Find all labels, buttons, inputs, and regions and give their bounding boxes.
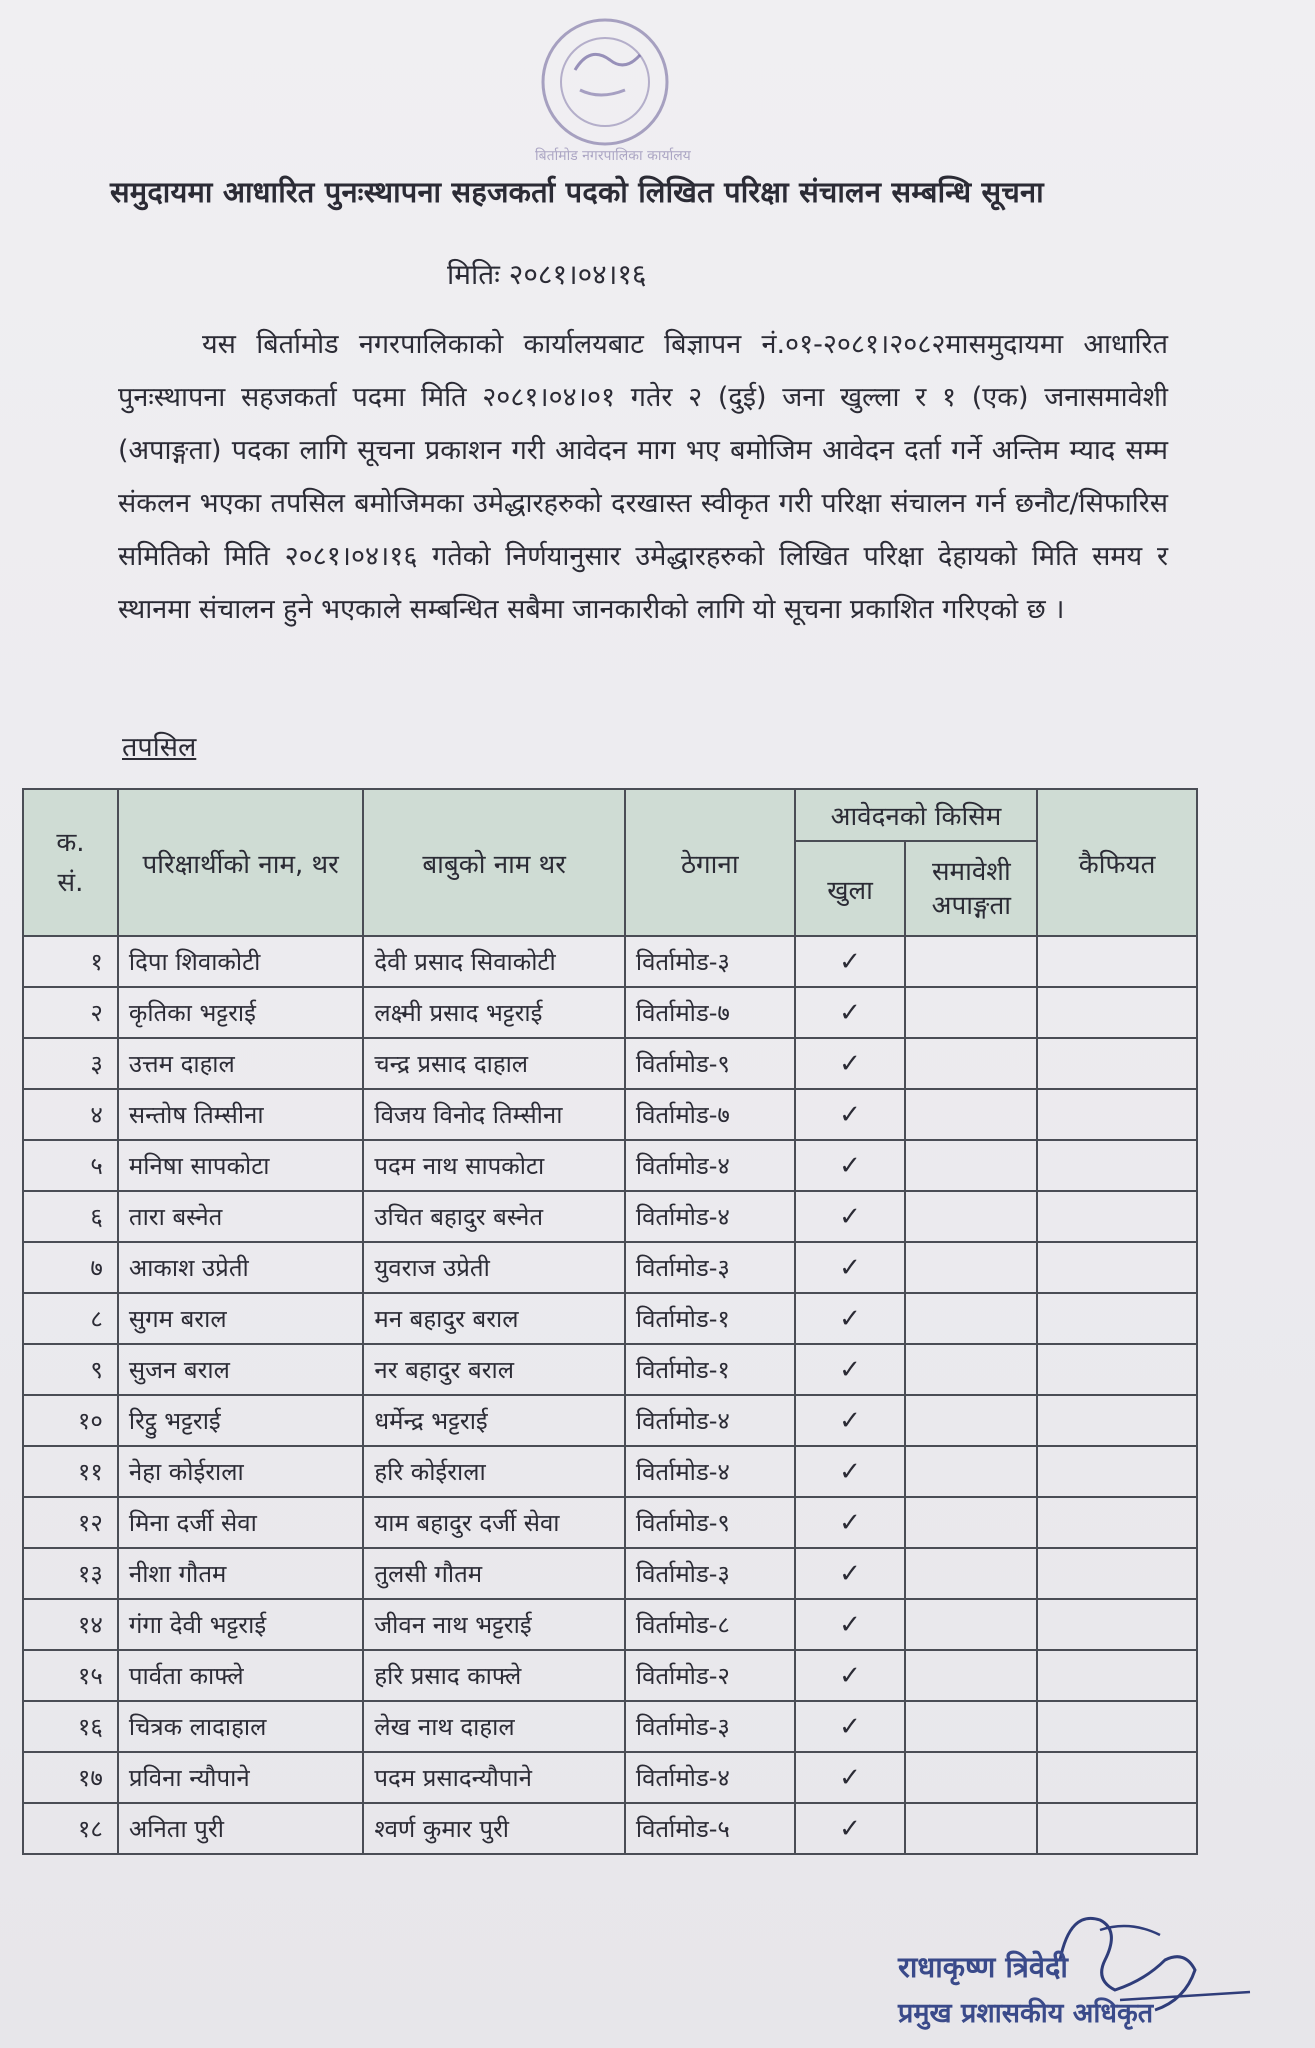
cell-open-check: ✓ xyxy=(795,1599,906,1650)
cell-candidate-name: गंगा देवी भट्टराई xyxy=(118,1599,363,1650)
cell-open-check: ✓ xyxy=(795,1446,906,1497)
header-application-type: आवेदनको किसिम xyxy=(795,789,1038,841)
cell-address: विर्तामोड-४ xyxy=(625,1140,795,1191)
cell-inclusive xyxy=(905,1344,1037,1395)
header-address: ठेगाना xyxy=(625,789,795,936)
cell-inclusive xyxy=(905,1497,1037,1548)
cell-inclusive xyxy=(905,1548,1037,1599)
cell-serial: ४ xyxy=(23,1089,118,1140)
cell-address: विर्तामोड-१ xyxy=(625,1344,795,1395)
table-row xyxy=(23,1599,1197,1650)
cell-open-check: ✓ xyxy=(795,1191,906,1242)
cell-remarks xyxy=(1037,1191,1197,1242)
cell-father-name: नर बहादुर बराल xyxy=(363,1344,625,1395)
cell-remarks xyxy=(1037,1038,1197,1089)
cell-remarks xyxy=(1037,1242,1197,1293)
cell-address: विर्तामोड-४ xyxy=(625,1446,795,1497)
cell-remarks xyxy=(1037,1599,1197,1650)
cell-address: विर्तामोड-४ xyxy=(625,1752,795,1803)
cell-address: विर्तामोड-७ xyxy=(625,1089,795,1140)
cell-remarks xyxy=(1037,1446,1197,1497)
cell-candidate-name: कृतिका भट्टराई xyxy=(118,987,363,1038)
municipality-seal-stamp xyxy=(505,10,705,170)
cell-address: विर्तामोड-९ xyxy=(625,1497,795,1548)
details-label: तपसिल xyxy=(122,732,197,763)
cell-father-name: पदम प्रसादन्यौपाने xyxy=(363,1752,625,1803)
cell-inclusive xyxy=(905,987,1037,1038)
cell-father-name: मन बहादुर बराल xyxy=(363,1293,625,1344)
table-row xyxy=(23,1089,1197,1140)
cell-serial: १० xyxy=(23,1395,118,1446)
header-inclusive-disability: समावेशी अपाङ्गता xyxy=(905,841,1037,936)
cell-open-check: ✓ xyxy=(795,1038,906,1089)
cell-father-name: हरि प्रसाद काफ्ले xyxy=(363,1650,625,1701)
cell-father-name: लक्ष्मी प्रसाद भट्टराई xyxy=(363,987,625,1038)
cell-remarks xyxy=(1037,1803,1197,1854)
cell-inclusive xyxy=(905,936,1037,987)
table-row xyxy=(23,1701,1197,1752)
header-father-name: बाबुको नाम थर xyxy=(363,789,625,936)
cell-remarks xyxy=(1037,1650,1197,1701)
cell-father-name: जीवन नाथ भट्टराई xyxy=(363,1599,625,1650)
table-row xyxy=(23,1446,1197,1497)
cell-serial: १८ xyxy=(23,1803,118,1854)
cell-candidate-name: पार्वता काफ्ले xyxy=(118,1650,363,1701)
cell-father-name: पदम नाथ सापकोटा xyxy=(363,1140,625,1191)
svg-text:बिर्तामोड नगरपालिका कार्यालय: बिर्तामोड नगरपालिका कार्यालय xyxy=(535,148,691,164)
cell-open-check: ✓ xyxy=(795,987,906,1038)
cell-address: विर्तामोड-७ xyxy=(625,987,795,1038)
cell-inclusive xyxy=(905,1242,1037,1293)
cell-inclusive xyxy=(905,1395,1037,1446)
cell-open-check: ✓ xyxy=(795,1803,906,1854)
header-serial: क. सं. xyxy=(23,789,118,936)
cell-open-check: ✓ xyxy=(795,1497,906,1548)
table-row xyxy=(23,1650,1197,1701)
cell-serial: ११ xyxy=(23,1446,118,1497)
cell-remarks xyxy=(1037,1140,1197,1191)
cell-remarks xyxy=(1037,1701,1197,1752)
table-row xyxy=(23,1803,1197,1854)
cell-open-check: ✓ xyxy=(795,1548,906,1599)
cell-candidate-name: नेहा कोईराला xyxy=(118,1446,363,1497)
cell-open-check: ✓ xyxy=(795,1752,906,1803)
cell-open-check: ✓ xyxy=(795,1089,906,1140)
cell-serial: १ xyxy=(23,936,118,987)
cell-remarks xyxy=(1037,1089,1197,1140)
cell-candidate-name: सुगम बराल xyxy=(118,1293,363,1344)
cell-address: विर्तामोड-३ xyxy=(625,936,795,987)
cell-address: विर्तामोड-५ xyxy=(625,1803,795,1854)
cell-serial: ३ xyxy=(23,1038,118,1089)
header-candidate-name: परिक्षार्थीको नाम, थर xyxy=(118,789,363,936)
cell-inclusive xyxy=(905,1191,1037,1242)
cell-open-check: ✓ xyxy=(795,1140,906,1191)
cell-candidate-name: रिट्ठु भट्टराई xyxy=(118,1395,363,1446)
cell-open-check: ✓ xyxy=(795,1242,906,1293)
notice-title: समुदायमा आधारित पुनःस्थापना सहजकर्ता पदको लिखित परिक्षा संचालन सम्बन्धि सूचना xyxy=(110,175,1044,209)
table-row xyxy=(23,987,1197,1038)
table-row xyxy=(23,1191,1197,1242)
cell-inclusive xyxy=(905,1701,1037,1752)
table-row xyxy=(23,1752,1197,1803)
cell-inclusive xyxy=(905,1599,1037,1650)
cell-inclusive xyxy=(905,1446,1037,1497)
cell-remarks xyxy=(1037,936,1197,987)
cell-remarks xyxy=(1037,1344,1197,1395)
cell-serial: ८ xyxy=(23,1293,118,1344)
cell-serial: १४ xyxy=(23,1599,118,1650)
cell-serial: २ xyxy=(23,987,118,1038)
cell-candidate-name: आकाश उप्रेती xyxy=(118,1242,363,1293)
cell-serial: ७ xyxy=(23,1242,118,1293)
cell-address: विर्तामोड-३ xyxy=(625,1548,795,1599)
cell-remarks xyxy=(1037,1395,1197,1446)
applicants-table-body xyxy=(23,936,1197,1854)
cell-inclusive xyxy=(905,1089,1037,1140)
cell-candidate-name: सन्तोष तिम्सीना xyxy=(118,1089,363,1140)
table-row xyxy=(23,1038,1197,1089)
cell-remarks xyxy=(1037,1548,1197,1599)
notice-date: मितिः २०८१।०४।१६ xyxy=(447,258,647,291)
cell-serial: ६ xyxy=(23,1191,118,1242)
signatory-name: राधाकृष्ण त्रिवेदी xyxy=(898,1950,1068,1984)
cell-remarks xyxy=(1037,1293,1197,1344)
cell-father-name: लेख नाथ दाहाल xyxy=(363,1701,625,1752)
cell-inclusive xyxy=(905,1803,1037,1854)
cell-father-name: उचित बहादुर बस्नेत xyxy=(363,1191,625,1242)
cell-address: विर्तामोड-९ xyxy=(625,1038,795,1089)
cell-address: विर्तामोड-३ xyxy=(625,1242,795,1293)
cell-serial: १२ xyxy=(23,1497,118,1548)
cell-candidate-name: अनिता पुरी xyxy=(118,1803,363,1854)
header-remarks: कैफियत xyxy=(1037,789,1197,936)
cell-inclusive xyxy=(905,1140,1037,1191)
table-row xyxy=(23,1140,1197,1191)
cell-candidate-name: मनिषा सापकोटा xyxy=(118,1140,363,1191)
table-row xyxy=(23,1497,1197,1548)
cell-father-name: याम बहादुर दर्जी सेवा xyxy=(363,1497,625,1548)
table-row xyxy=(23,1395,1197,1446)
cell-serial: १६ xyxy=(23,1701,118,1752)
table-row xyxy=(23,936,1197,987)
cell-open-check: ✓ xyxy=(795,1701,906,1752)
table-row xyxy=(23,1293,1197,1344)
cell-address: विर्तामोड-४ xyxy=(625,1191,795,1242)
cell-serial: ५ xyxy=(23,1140,118,1191)
cell-address: विर्तामोड-८ xyxy=(625,1599,795,1650)
cell-serial: १५ xyxy=(23,1650,118,1701)
signatory-title: प्रमुख प्रशासकीय अधिकृत xyxy=(898,1998,1154,2029)
cell-father-name: तुलसी गौतम xyxy=(363,1548,625,1599)
table-row xyxy=(23,1548,1197,1599)
cell-candidate-name: तारा बस्नेत xyxy=(118,1191,363,1242)
cell-inclusive xyxy=(905,1038,1037,1089)
cell-remarks xyxy=(1037,987,1197,1038)
cell-open-check: ✓ xyxy=(795,1650,906,1701)
cell-father-name: विजय विनोद तिम्सीना xyxy=(363,1089,625,1140)
notice-body-paragraph: यस बिर्तामोड नगरपालिकाको कार्यालयबाट बिज्ञापन नं.०१-२०८१।२०८२मासमुदायमा आधारित पुनःस्थापना सहजकर्ता पदमा मिति २०८१।०४।०१ गतेर २ (दुई) जना खुल्ला र १ (एक) जनासमावेशी (अपाङ्गता) पदका लागि सूचना प्रकाशन गरी आवेदन माग भए बमोजिम आवेदन दर्ता गर्ने अन्तिम म्याद सम्म संकलन भएका तपसिल बमोजिमका उमेद्धारहरुको दरखास्त स्वीकृत गरी परिक्षा संचालन गर्न छनौट/सिफारिस समितिको मिति २०८१।०४।१६ गतेको निर्णयानुसार उमेद्धारहरुको लिखित परिक्षा देहायको मिति समय र स्थानमा संचालन हुने भएकाले सम्बन्धित सबैमा जानकारीको लागि यो सूचना प्रकाशित गरिएको छ । xyxy=(118,329,1168,625)
cell-remarks xyxy=(1037,1752,1197,1803)
cell-candidate-name: दिपा शिवाकोटी xyxy=(118,936,363,987)
cell-address: विर्तामोड-४ xyxy=(625,1395,795,1446)
cell-candidate-name: चित्रक लादाहाल xyxy=(118,1701,363,1752)
cell-father-name: युवराज उप्रेती xyxy=(363,1242,625,1293)
cell-serial: १७ xyxy=(23,1752,118,1803)
cell-father-name: धर्मेन्द्र भट्टराई xyxy=(363,1395,625,1446)
cell-serial: १३ xyxy=(23,1548,118,1599)
cell-father-name: चन्द्र प्रसाद दाहाल xyxy=(363,1038,625,1089)
cell-candidate-name: सुजन बराल xyxy=(118,1344,363,1395)
cell-address: विर्तामोड-३ xyxy=(625,1701,795,1752)
cell-candidate-name: नीशा गौतम xyxy=(118,1548,363,1599)
cell-candidate-name: उत्तम दाहाल xyxy=(118,1038,363,1089)
cell-father-name: हरि कोईराला xyxy=(363,1446,625,1497)
cell-open-check: ✓ xyxy=(795,936,906,987)
header-open: खुला xyxy=(795,841,906,936)
cell-remarks xyxy=(1037,1497,1197,1548)
cell-address: विर्तामोड-२ xyxy=(625,1650,795,1701)
cell-candidate-name: प्रविना न्यौपाने xyxy=(118,1752,363,1803)
cell-father-name: श्वर्ण कुमार पुरी xyxy=(363,1803,625,1854)
table-row xyxy=(23,1242,1197,1293)
cell-inclusive xyxy=(905,1752,1037,1803)
table-row xyxy=(23,1344,1197,1395)
cell-open-check: ✓ xyxy=(795,1344,906,1395)
cell-father-name: देवी प्रसाद सिवाकोटी xyxy=(363,936,625,987)
cell-open-check: ✓ xyxy=(795,1395,906,1446)
cell-inclusive xyxy=(905,1293,1037,1344)
applicants-table xyxy=(22,788,1198,1855)
cell-serial: ९ xyxy=(23,1344,118,1395)
cell-inclusive xyxy=(905,1650,1037,1701)
cell-candidate-name: मिना दर्जी सेवा xyxy=(118,1497,363,1548)
cell-open-check: ✓ xyxy=(795,1293,906,1344)
cell-address: विर्तामोड-१ xyxy=(625,1293,795,1344)
